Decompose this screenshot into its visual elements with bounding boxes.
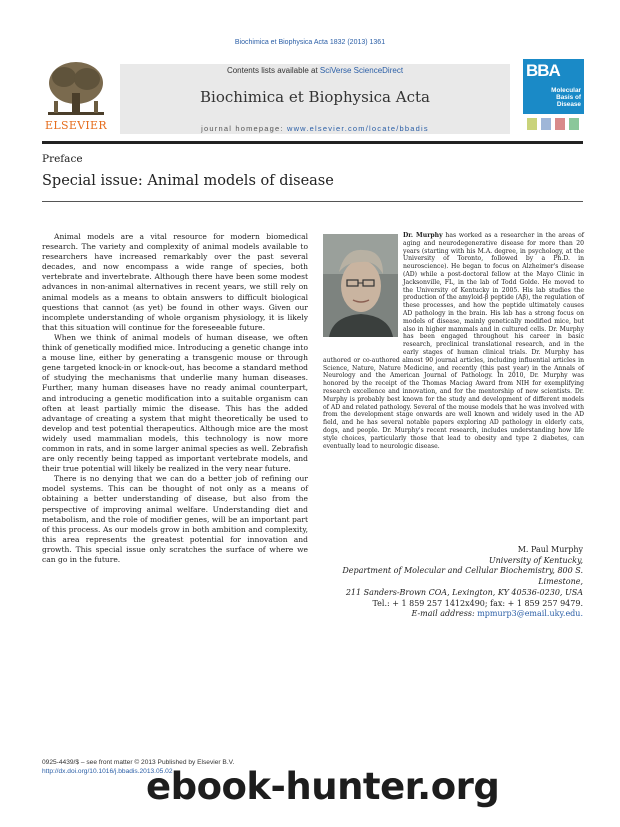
footer-issn: 0925-4439/$ – see front matter © 2013 Published by Elsevier B.V. [42, 759, 235, 766]
cover-image-strip [523, 114, 584, 134]
email-label: E-mail address: [411, 609, 475, 619]
body-paragraph-3: There is no denying that we can do a better job of refining our model systems. This can be thought of not only as a means of obtaining a better understanding of disease, but also from the perspective of improving animal welfare. Understanding diet and metabolism, and the role of modifier genes, will be an important part of this process. As our models grow in both ambition and complexity, this area represents the greatest potential for innovation and growth. This special issue only scratches the surface of where we can go in the future. [42, 474, 308, 564]
photo-spacer [323, 232, 403, 349]
cover-subtitle: Molecular Basis of Disease [551, 87, 581, 108]
signature-name: M. Paul Murphy [517, 545, 583, 554]
body-paragraph-2: When we think of animal models of human disease, we often think of genetically modified mice. Introducing a genetic change into a mouse line, either by generating a transgenic mouse or through gene targeted knock-in or knock-out, has become a standard method of studying the mechanisms that underlie many human diseases. Further, many human diseases have no ready animal counterpart, and introducing a genetic modification into a suitable organism can often at least partially mimic the disease. This has the added advantage of creating a system that might theoretically be used to develop and test potential therapeutics. Although mice are the most widely used mammalian models, this technology is now more common in rats, and in some larger animal species as well. Zebrafish are only recently being tapped as important vertebrate models, and their true potential will likely be realized in the very near future. [42, 332, 308, 474]
article-title: Special issue: Animal models of disease [42, 173, 334, 189]
signature-phone: Tel.: + 1 859 257 1412x490; fax: + 1 859 257 9479. [372, 598, 583, 608]
signature-affiliation: University of Kentucky, [488, 555, 583, 565]
section-label: Preface [42, 153, 83, 165]
sciencedirect-link[interactable]: SciVerse ScienceDirect [319, 66, 404, 75]
watermark: ebook-hunter.org [146, 765, 500, 808]
journal-cover [523, 59, 584, 134]
signature-department: Department of Molecular and Cellular Biochemistry, 800 S. Limestone, [342, 566, 583, 587]
homepage-link[interactable]: www.elsevier.com/locate/bbadis [286, 124, 429, 133]
journal-reference: Biochimica et Biophysica Acta 1832 (2013) 1361 [234, 39, 386, 46]
bio-text: has worked as a researcher in the areas of aging and neurodegenerative disease for more than 20 years (starting with his M.A. degree, in psychology, at the University of Toronto, followed by a Ph.D. in neuroscience). He began to focus on Alzheimer's disease (AD) while a post-doctoral fellow at the Mayo Clinic in Jacksonville, FL, in the lab of Todd Golde. He moved to the University of Kentucky in 2005. His lab studies the production of the amyloid-β peptide (Aβ), the regulation of these processes, and how the peptide ultimately causes AD pathology in the brain. His lab has a strong focus on models of disease, mainly genetically modified mice, but also in higher mammals and in cultured cells. Dr. Murphy has been engaged throughout his career in basic research, preclinical translational research, and in the early stages of human clinical trials. Dr. Murphy has authored or co-authored almost 90 journal articles, including influential articles in Science, Nature, Nature Medicine, and recently (this past year) in the Annals of Neurology and the American Journal of Pathology. In 2010, Dr. Murphy was honored by the receipt of the Thomas Maciag Award from NIH for exemplifying research excellence and innovation, and for the mentorship of new scientists. Dr. Murphy is probably best known for the study and development of different models of AD and related pathology. Several of the mouse models that he was involved with from the development stage onwards are well known and widely used in the AD field, and he has several notable papers exploring AD pathology in elderly cats, dogs, and people. Dr. Murphy's recent research, includes understanding how life style choices, particularly those that lead to obesity and type 2 diabetes, can eventually lead to neurologic disease. [323, 232, 585, 450]
header-rule [42, 141, 583, 144]
elsevier-logo [42, 57, 110, 132]
email-link[interactable]: mpmurp3@email.uky.edu. [477, 609, 583, 619]
bio-name: Dr. Murphy [403, 232, 443, 239]
journal-homepage [120, 124, 510, 133]
contents-line [120, 66, 510, 75]
author-signature [320, 545, 583, 620]
body-paragraph-1: Animal models are a vital resource for modern biomedical research. The variety and complexity of animal models available to researchers have increased remarkably over the past several decades, and now encompass a wide range of species, both vertebrate and invertebrate. Although there have been some modest advances in non-animal alternatives in recent years, we still rely on animal models as a means to obtain answers to difficult biological questions that cannot (as yet) be found in other ways. Given our incomplete understanding of whole organism physiology, it is likely that this situation will continue for the foreseeable future. [42, 232, 308, 332]
author-bio [323, 232, 584, 450]
body-column [42, 232, 308, 565]
cover-abbrev: BBA [526, 61, 560, 80]
publisher-logo-text: ELSEVIER [45, 119, 107, 132]
footer-doi-link[interactable]: http://dx.doi.org/10.1016/j.bbadis.2013.05.02 [42, 768, 173, 775]
signature-address: 211 Sanders-Brown COA, Lexington, KY 40536-0230, USA [345, 587, 583, 597]
journal-title: Biochimica et Biophysica Acta [200, 88, 430, 106]
title-rule [42, 201, 583, 202]
homepage-prefix: journal homepage: [201, 124, 287, 133]
contents-prefix: Contents lists available at [226, 66, 320, 75]
